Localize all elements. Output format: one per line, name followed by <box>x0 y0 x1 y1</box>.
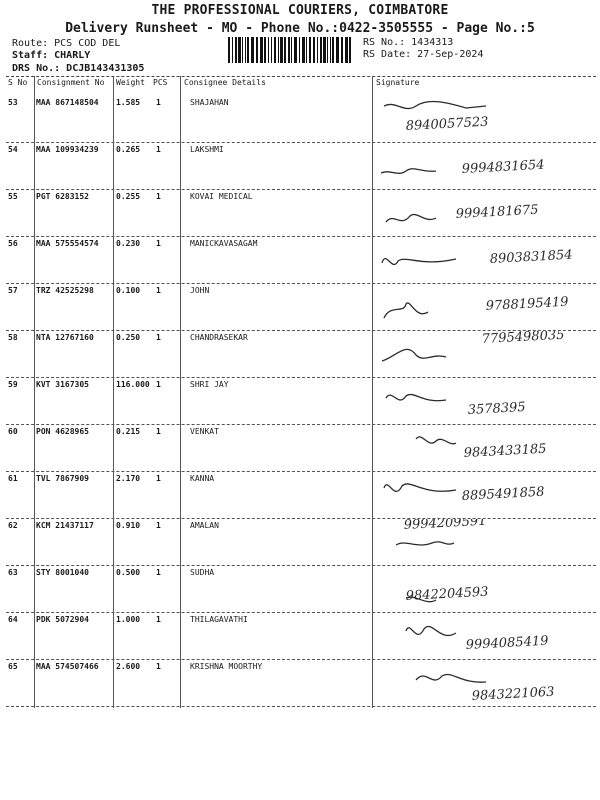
table-row <box>6 660 596 707</box>
row-consignee-name: JOHN <box>190 286 210 295</box>
row-serial-number: 64 <box>8 615 18 624</box>
row-pieces: 1 <box>156 521 161 530</box>
svg-text:8940057523: 8940057523 <box>405 114 489 134</box>
route-label: Route: PCS COD DEL <box>12 38 121 49</box>
row-pieces: 1 <box>156 380 161 389</box>
svg-text:3578395: 3578395 <box>467 399 527 418</box>
col-header-signature: Signature <box>376 78 420 87</box>
rs-number: RS No.: 1434313 <box>363 37 454 48</box>
table-row <box>6 378 596 425</box>
svg-text:9994209591: 9994209591 <box>403 519 487 533</box>
svg-text:9788195419: 9788195419 <box>485 294 569 314</box>
barcode-bar <box>260 37 263 63</box>
row-weight: 0.215 <box>116 427 141 436</box>
row-consignee-name: LAKSHMI <box>190 145 224 154</box>
table-top-rule <box>6 76 596 77</box>
barcode-image <box>228 37 352 63</box>
barcode-bar <box>299 37 300 63</box>
row-consignment-number: KCM 21437117 <box>36 521 94 530</box>
row-consignment-number: PGT 6283152 <box>36 192 89 201</box>
row-weight: 0.250 <box>116 333 141 342</box>
svg-text:9994181675: 9994181675 <box>455 202 539 222</box>
barcode-bar <box>284 37 286 63</box>
row-consignment-number: STY 8001040 <box>36 568 89 577</box>
document-subtitle: Delivery Runsheet - MO - Phone No.:0422-3505555 - Page No.:5 <box>65 21 535 36</box>
row-consignee-name: KANNA <box>190 474 215 483</box>
row-serial-number: 59 <box>8 380 18 389</box>
barcode-bar <box>309 37 311 63</box>
row-weight: 1.000 <box>116 615 141 624</box>
row-handwritten-signature <box>376 472 600 518</box>
row-serial-number: 63 <box>8 568 18 577</box>
row-pieces: 1 <box>156 286 161 295</box>
row-consignment-number: MAA 867148504 <box>36 98 99 107</box>
barcode-bar <box>291 37 292 63</box>
row-serial-number: 65 <box>8 662 18 671</box>
row-pieces: 1 <box>156 568 161 577</box>
col-header-consignment: Consignment No <box>37 78 105 87</box>
row-pieces: 1 <box>156 662 161 671</box>
row-pieces: 1 <box>156 98 161 107</box>
row-weight: 0.500 <box>116 568 141 577</box>
table-row <box>6 190 596 237</box>
row-weight: 1.585 <box>116 98 141 107</box>
drs-number: DRS No.: DCJB143431305 <box>12 63 145 74</box>
barcode-bar <box>271 37 272 63</box>
table-row <box>6 472 596 519</box>
col-header-sno: S No <box>8 78 28 87</box>
row-handwritten-signature <box>376 378 600 424</box>
row-pieces: 1 <box>156 427 161 436</box>
barcode-bar <box>245 37 246 63</box>
barcode-bar <box>336 37 339 63</box>
barcode-bar <box>238 37 241 63</box>
barcode-bar <box>247 37 249 63</box>
row-consignment-number: MAA 574507466 <box>36 662 99 671</box>
barcode-bar <box>330 37 331 63</box>
barcode-bar <box>251 37 254 63</box>
barcode-bar <box>278 37 279 63</box>
barcode-bar <box>341 37 343 63</box>
row-serial-number: 55 <box>8 192 18 201</box>
table-row <box>6 566 596 613</box>
table-row <box>6 237 596 284</box>
row-consignee-name: VENKAT <box>190 427 219 436</box>
barcode-bar <box>280 37 283 63</box>
staff-label: Staff: CHARLY <box>12 50 91 61</box>
barcode-bar <box>302 37 305 63</box>
barcode-bar <box>274 37 276 63</box>
row-handwritten-signature <box>376 660 600 706</box>
barcode-bar <box>317 37 318 63</box>
row-handwritten-signature <box>376 96 600 142</box>
svg-text:8903831854: 8903831854 <box>489 247 573 267</box>
row-serial-number: 57 <box>8 286 18 295</box>
row-consignment-number: NTA 12767160 <box>36 333 94 342</box>
row-serial-number: 61 <box>8 474 18 483</box>
table-row <box>6 519 596 566</box>
barcode-bar <box>345 37 348 63</box>
row-weight: 116.000 <box>116 380 150 389</box>
row-consignee-name: SUDHA <box>190 568 215 577</box>
row-pieces: 1 <box>156 145 161 154</box>
barcode-bar <box>235 37 237 63</box>
row-serial-number: 53 <box>8 98 18 107</box>
row-handwritten-signature <box>376 566 600 612</box>
row-consignee-name: SHAJAHAN <box>190 98 229 107</box>
barcode-bar <box>306 37 307 63</box>
svg-text:9994831654: 9994831654 <box>461 157 545 177</box>
svg-text:8895491858: 8895491858 <box>461 484 545 504</box>
barcode-bar <box>294 37 297 63</box>
barcode-bar <box>327 37 328 63</box>
barcode-bar <box>264 37 266 63</box>
barcode-bar <box>332 37 334 63</box>
row-weight: 0.255 <box>116 192 141 201</box>
row-consignment-number: MAA 109934239 <box>36 145 99 154</box>
table-row <box>6 613 596 660</box>
svg-text:9842204593: 9842204593 <box>405 584 489 604</box>
row-handwritten-signature <box>376 284 600 330</box>
table-row <box>6 331 596 378</box>
svg-text:9843433185: 9843433185 <box>463 441 547 461</box>
row-serial-number: 58 <box>8 333 18 342</box>
row-consignee-name: AMALAN <box>190 521 219 530</box>
row-serial-number: 62 <box>8 521 18 530</box>
row-handwritten-signature <box>376 613 600 659</box>
svg-text:7795498035: 7795498035 <box>481 331 565 347</box>
row-serial-number: 54 <box>8 145 18 154</box>
row-consignee-name: SHRI JAY <box>190 380 229 389</box>
row-serial-number: 60 <box>8 427 18 436</box>
row-consignee-name: KOVAI MEDICAL <box>190 192 253 201</box>
col-header-consignee: Consignee Details <box>184 78 266 87</box>
row-pieces: 1 <box>156 333 161 342</box>
svg-text:9843221063: 9843221063 <box>471 684 555 704</box>
row-handwritten-signature <box>376 425 600 471</box>
row-consignee-name: CHANDRASEKAR <box>190 333 248 342</box>
row-pieces: 1 <box>156 239 161 248</box>
barcode-bar <box>256 37 258 63</box>
row-weight: 2.170 <box>116 474 141 483</box>
table-row <box>6 284 596 331</box>
col-header-pcs: PCS <box>153 78 168 87</box>
barcode-bar <box>320 37 322 63</box>
row-consignment-number: KVT 3167305 <box>36 380 89 389</box>
row-handwritten-signature <box>376 331 600 377</box>
barcode-bar <box>228 37 230 63</box>
row-handwritten-signature <box>376 143 600 189</box>
row-weight: 2.600 <box>116 662 141 671</box>
barcode-bar <box>349 37 351 63</box>
table-row <box>6 425 596 472</box>
document-title: THE PROFESSIONAL COURIERS, COIMBATORE <box>151 3 449 18</box>
row-handwritten-signature <box>376 519 600 565</box>
row-weight: 0.910 <box>116 521 141 530</box>
row-consignment-number: TVL 7867909 <box>36 474 89 483</box>
row-handwritten-signature <box>376 237 600 283</box>
row-serial-number: 56 <box>8 239 18 248</box>
barcode-bar <box>232 37 233 63</box>
row-consignment-number: PDK 5072904 <box>36 615 89 624</box>
row-pieces: 1 <box>156 474 161 483</box>
row-consignee-name: THILAGAVATHI <box>190 615 248 624</box>
row-weight: 0.230 <box>116 239 141 248</box>
table-row <box>6 96 596 143</box>
barcode-bar <box>288 37 290 63</box>
barcode-bar <box>323 37 326 63</box>
rs-date: RS Date: 27-Sep-2024 <box>363 49 484 60</box>
col-header-weight: Weight <box>116 78 145 87</box>
barcode-bar <box>242 37 243 63</box>
row-consignment-number: PON 4628965 <box>36 427 89 436</box>
svg-text:9994085419: 9994085419 <box>465 633 549 653</box>
row-handwritten-signature <box>376 190 600 236</box>
row-consignment-number: TRZ 42525298 <box>36 286 94 295</box>
row-consignee-name: KRISHNA MOORTHY <box>190 662 263 671</box>
row-weight: 0.100 <box>116 286 141 295</box>
row-weight: 0.265 <box>116 145 141 154</box>
row-consignment-number: MAA 575554574 <box>36 239 99 248</box>
barcode-bar <box>313 37 315 63</box>
row-pieces: 1 <box>156 192 161 201</box>
barcode-bar <box>268 37 269 63</box>
row-consignee-name: MANICKAVASAGAM <box>190 239 258 248</box>
row-pieces: 1 <box>156 615 161 624</box>
table-row <box>6 143 596 190</box>
